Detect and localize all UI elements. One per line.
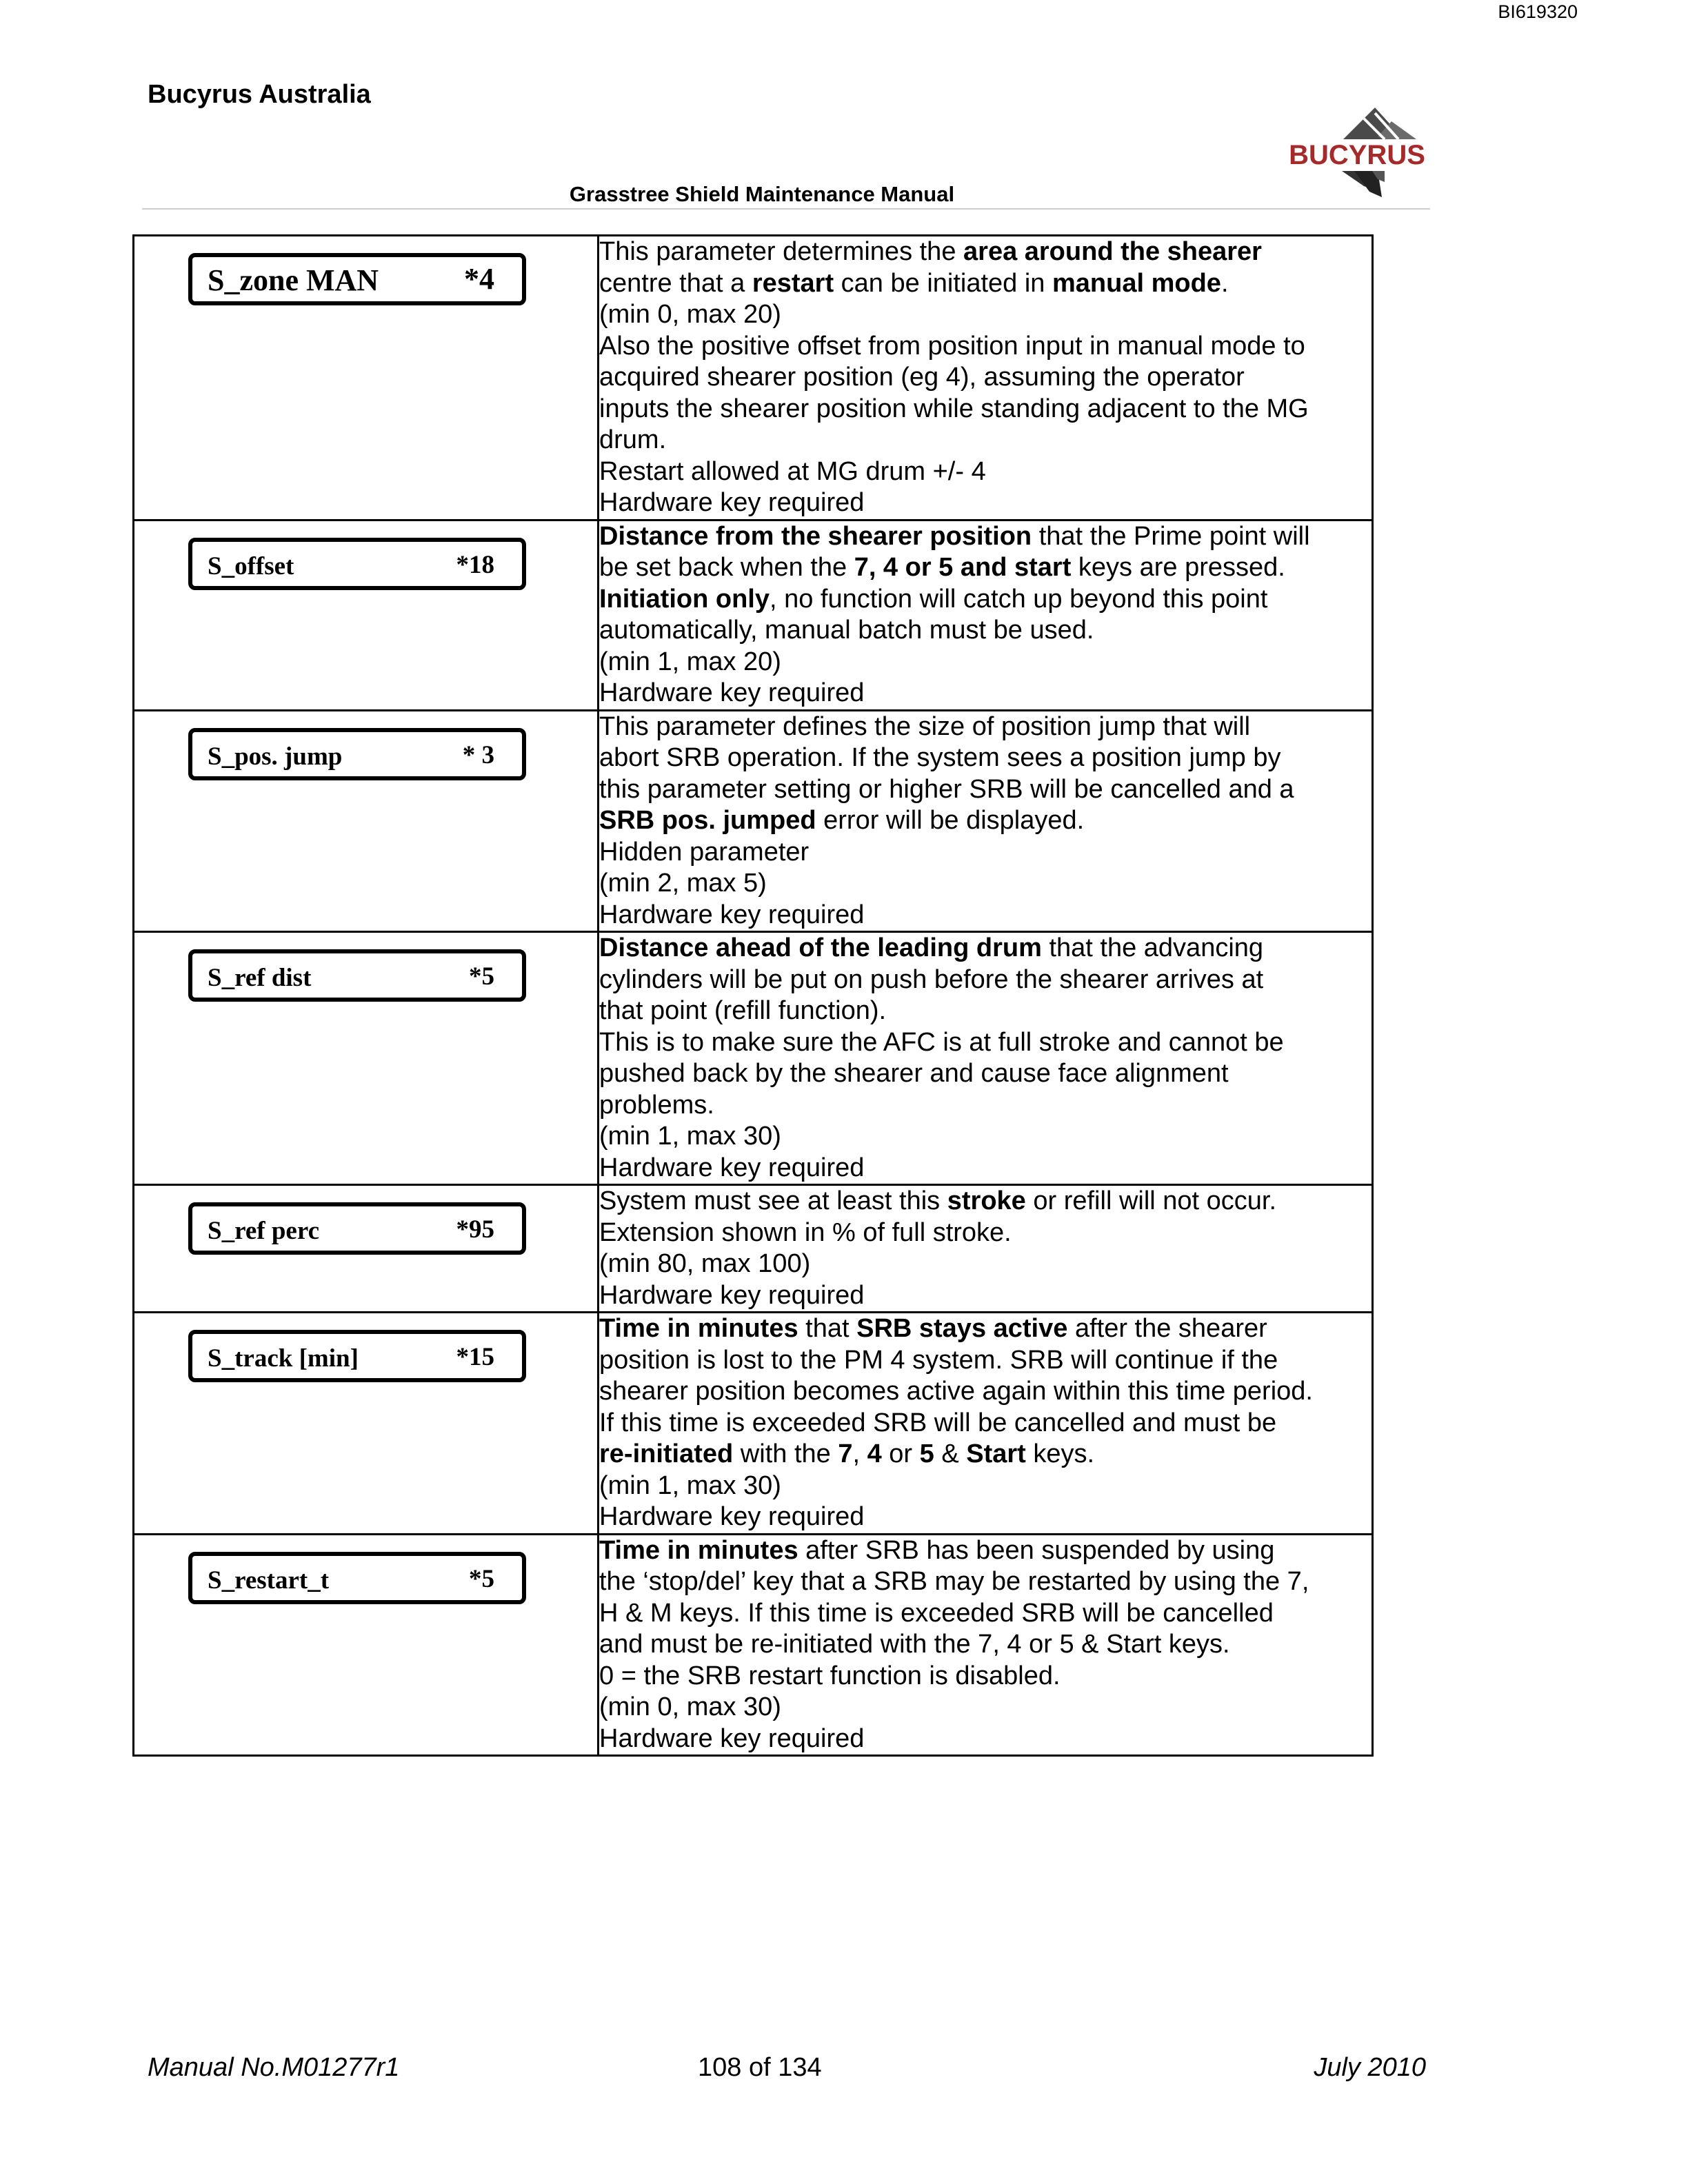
lcd-parameter-name: S_ref dist (208, 964, 312, 992)
text-run: , no function will catch up beyond this point (769, 584, 1268, 614)
text-run: shearer position becomes active again within this time period. (599, 1377, 1313, 1406)
text-run: (min 80, max 100) (599, 1249, 811, 1278)
lcd-display (188, 1330, 526, 1382)
bold-text: 5 (919, 1439, 934, 1468)
description-line (599, 1280, 1372, 1312)
text-run: If this time is exceeded SRB will be cancelled and must be (599, 1408, 1277, 1437)
text-run: (min 0, max 20) (599, 300, 781, 329)
bold-text: Distance ahead of the leading drum (599, 933, 1042, 962)
text-run: Hardware key required (599, 1502, 865, 1531)
bold-text: Time in minutes (599, 1314, 798, 1343)
bold-text: re-initiated (599, 1439, 734, 1468)
lcd-display (188, 949, 526, 1002)
text-run: (min 0, max 30) (599, 1692, 781, 1721)
description-line (599, 964, 1372, 996)
description-line (599, 615, 1372, 647)
lcd-cell (134, 710, 599, 932)
publish-date: July 2010 (1314, 2053, 1426, 2082)
text-run: inputs the shearer position while standing adjacent to the MG (599, 394, 1309, 423)
parameter-description (599, 710, 1373, 932)
lcd-cell (134, 1534, 599, 1756)
parameter-row (134, 1185, 1373, 1313)
text-run: acquired shearer position (eg 4), assuming the operator (599, 363, 1245, 392)
logo-text: BUCYRUS (1289, 140, 1425, 170)
text-run: Restart allowed at MG drum +/- 4 (599, 456, 986, 486)
text-run: This parameter defines the size of position jump that will (599, 711, 1251, 741)
description-line (599, 331, 1372, 363)
parameter-description (599, 1185, 1373, 1313)
text-run: after SRB has been suspended by using (798, 1535, 1275, 1565)
lcd-cell (134, 236, 599, 520)
parameter-row (134, 932, 1373, 1185)
text-run: centre that a (599, 268, 752, 298)
lcd-parameter-name: S_pos. jump (208, 742, 343, 771)
text-run: be set back when the (599, 553, 854, 582)
description-line (599, 1598, 1372, 1630)
text-run: Extension shown in % of full stroke. (599, 1217, 1012, 1247)
text-run: (min 1, max 30) (599, 1122, 781, 1151)
description-line (599, 1376, 1372, 1408)
description-line (599, 774, 1372, 806)
manual-title: Grasstree Shield Maintenance Manual (569, 182, 955, 206)
text-run: Hardware key required (599, 900, 865, 929)
description-line (599, 1439, 1372, 1470)
text-run: (min 2, max 5) (599, 869, 767, 898)
text-run: pushed back by the shearer and cause face alignment (599, 1059, 1229, 1088)
lcd-parameter-value: *4 (464, 262, 494, 296)
lcd-display (188, 1202, 526, 1255)
lcd-parameter-name: S_track [min] (208, 1344, 359, 1373)
page-number: 108 of 134 (698, 2053, 822, 2082)
description-line (599, 1090, 1372, 1122)
text-run: This is to make sure the AFC is at full stroke and cannot be (599, 1027, 1284, 1057)
text-run: with the (733, 1439, 838, 1468)
bold-text: SRB stays active (856, 1314, 1068, 1343)
description-line (599, 1027, 1372, 1059)
lcd-cell (134, 520, 599, 710)
text-run: (min 1, max 30) (599, 1470, 781, 1500)
bold-text: Time in minutes (599, 1535, 798, 1565)
description-line (599, 1121, 1372, 1153)
description-line (599, 487, 1372, 519)
description-line (599, 299, 1372, 331)
text-run: this parameter setting or higher SRB will be cancelled and a (599, 774, 1294, 804)
description-line (599, 456, 1372, 488)
lcd-display (188, 538, 526, 590)
description-line (599, 1408, 1372, 1439)
header-rule (142, 208, 1430, 210)
text-run: after the shearer (1067, 1314, 1267, 1343)
description-line (599, 711, 1372, 743)
lcd-parameter-value: * 3 (462, 740, 494, 769)
lcd-parameter-name: S_zone MAN (208, 263, 379, 297)
text-run: error will be displayed. (816, 806, 1085, 835)
text-run: automatically, manual batch must be used. (599, 616, 1094, 645)
text-run: & (934, 1439, 967, 1468)
manual-number: Manual No.M01277r1 (148, 2053, 400, 2082)
description-line (599, 900, 1372, 931)
parameter-row (134, 520, 1373, 710)
text-run: 0 = the SRB restart function is disabled. (599, 1661, 1061, 1690)
text-run: This parameter determines the (599, 237, 964, 266)
text-run: Hardware key required (599, 488, 865, 517)
company-name: Bucyrus Australia (148, 80, 371, 109)
text-run: , (852, 1439, 867, 1468)
description-line (599, 1661, 1372, 1692)
description-line (599, 837, 1372, 869)
text-run: keys are pressed. (1071, 553, 1285, 582)
description-line (599, 868, 1372, 900)
description-line (599, 1058, 1372, 1090)
description-line (599, 1186, 1372, 1217)
description-line (599, 1217, 1372, 1249)
bold-text: Start (966, 1439, 1026, 1468)
description-line (599, 521, 1372, 553)
parameter-table (132, 234, 1374, 1757)
bold-text: 4 (867, 1439, 882, 1468)
lcd-cell (134, 1313, 599, 1535)
text-run: Also the positive offset from position input in manual mode to (599, 331, 1305, 361)
description-line (599, 394, 1372, 425)
bold-text: 7, 4 or 5 and start (854, 553, 1072, 582)
text-run: that the Prime point will (1032, 521, 1310, 551)
text-run: that the advancing (1041, 933, 1264, 962)
text-run: position is lost to the PM 4 system. SRB will continue if the (599, 1345, 1278, 1375)
lcd-parameter-value: *5 (469, 962, 494, 991)
lcd-cell (134, 932, 599, 1185)
bold-text: manual mode (1052, 268, 1221, 298)
bold-text: 7 (838, 1439, 853, 1468)
description-line (599, 584, 1372, 616)
text-run: H & M keys. If this time is exceeded SRB will be cancelled (599, 1598, 1274, 1628)
description-line (599, 1692, 1372, 1723)
lcd-display (188, 728, 526, 780)
description-line (599, 995, 1372, 1027)
description-line (599, 742, 1372, 774)
bold-text: restart (752, 268, 834, 298)
description-line (599, 268, 1372, 300)
lcd-parameter-value: *15 (456, 1343, 494, 1371)
text-run: that (798, 1314, 857, 1343)
bold-text: area around the shearer (963, 237, 1262, 266)
text-run: Hidden parameter (599, 837, 810, 867)
lcd-display (188, 253, 526, 305)
parameter-description (599, 236, 1373, 520)
description-line (599, 1629, 1372, 1661)
parameter-row (134, 710, 1373, 932)
description-line (599, 1248, 1372, 1280)
text-run: drum. (599, 425, 667, 454)
parameter-row (134, 1534, 1373, 1756)
text-run: the ‘stop/del’ key that a SRB may be restarted by using the 7, (599, 1567, 1309, 1596)
text-run: or refill will not occur. (1025, 1186, 1277, 1215)
text-run: abort SRB operation. If the system sees a position jump by (599, 743, 1281, 772)
parameter-description (599, 520, 1373, 710)
description-line (599, 425, 1372, 456)
parameter-description (599, 932, 1373, 1185)
description-line (599, 933, 1372, 964)
text-run: . (1220, 268, 1229, 298)
text-run: keys. (1025, 1439, 1095, 1468)
text-run: that point (refill function). (599, 996, 887, 1025)
text-run: (min 1, max 20) (599, 647, 781, 676)
description-line (599, 1566, 1372, 1598)
text-run: cylinders will be put on push before the shearer arrives at (599, 964, 1264, 994)
description-line (599, 1723, 1372, 1755)
description-line (599, 1502, 1372, 1533)
description-line (599, 1470, 1372, 1502)
text-run: Hardware key required (599, 678, 865, 707)
description-line (599, 552, 1372, 584)
text-run: System must see at least this (599, 1186, 947, 1215)
lcd-parameter-name: S_ref perc (208, 1217, 320, 1245)
text-run: Hardware key required (599, 1723, 865, 1753)
text-run: and must be re-initiated with the 7, 4 or 5 & Start keys. (599, 1630, 1230, 1659)
description-line (599, 1535, 1372, 1567)
lcd-cell (134, 1185, 599, 1313)
text-run: Hardware key required (599, 1280, 865, 1310)
description-line (599, 805, 1372, 837)
lcd-parameter-value: *18 (456, 550, 494, 579)
description-line (599, 362, 1372, 394)
text-run: problems. (599, 1090, 714, 1120)
lcd-parameter-value: *5 (469, 1564, 494, 1593)
parameter-description (599, 1534, 1373, 1756)
description-line (599, 1345, 1372, 1377)
text-run: or (881, 1439, 920, 1468)
bold-text: SRB pos. jumped (599, 806, 816, 835)
bold-text: Distance from the shearer position (599, 521, 1032, 551)
description-line (599, 647, 1372, 678)
lcd-parameter-name: S_restart_t (208, 1566, 330, 1595)
lcd-display (188, 1552, 526, 1604)
lcd-parameter-value: *95 (456, 1215, 494, 1244)
description-line (599, 1153, 1372, 1184)
text-run: can be initiated in (834, 268, 1052, 298)
parameter-row (134, 1313, 1373, 1535)
bold-text: stroke (947, 1186, 1026, 1215)
bold-text: Initiation only (599, 584, 770, 614)
parameter-description (599, 1313, 1373, 1535)
description-line (599, 1313, 1372, 1345)
description-line (599, 678, 1372, 709)
parameter-row (134, 236, 1373, 520)
document-id: BI619320 (1498, 1, 1578, 22)
bucyrus-logo-icon (1281, 105, 1433, 204)
lcd-parameter-name: S_offset (208, 552, 294, 580)
text-run: Hardware key required (599, 1153, 865, 1182)
description-line (599, 236, 1372, 268)
